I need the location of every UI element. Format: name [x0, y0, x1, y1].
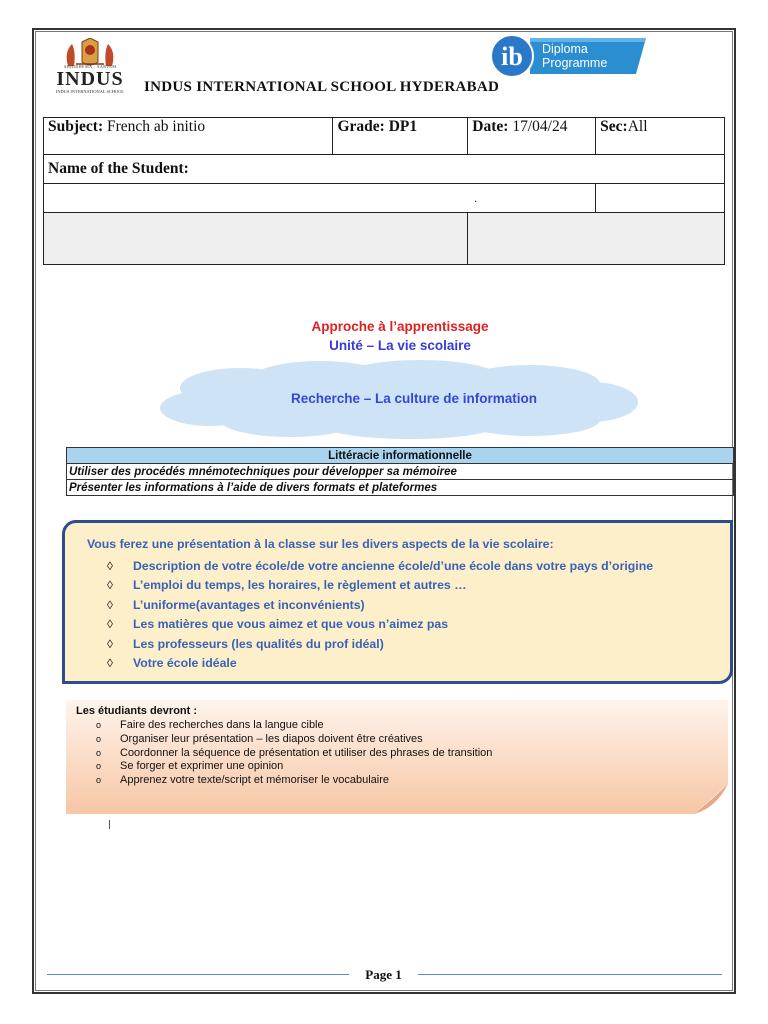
litteracie-row: Présenter les informations à l’aide de divers formats et plateformes: [67, 480, 734, 496]
indus-school-logo: [54, 38, 126, 94]
diamond-bullet-icon: ◊: [107, 655, 113, 670]
subject-value: French ab initio: [106, 118, 206, 135]
diamond-bullet-icon: ◊: [107, 597, 113, 612]
list-item: o Faire des recherches dans la langue cible: [96, 719, 324, 731]
blank-grey-cell-right[interactable]: [468, 213, 725, 265]
list-item: o Coordonner la séquence de présentation et utiliser des phrases de transition: [96, 746, 493, 759]
logo-subtitle: INDUS INTERNATIONAL SCHOOL: [55, 89, 125, 94]
logo-motto: ABHIDHEMA · SARVAM: [63, 64, 117, 69]
list-item: ◊ Description de votre école/de votre ancienne école/d’une école dans votre pays d’origine: [107, 557, 653, 576]
list-item: ◊ Les matières que vous aimez et que vous n’aimez pas: [107, 615, 653, 634]
litteracie-table: [66, 447, 734, 496]
list-item: o Organiser leur présentation – les diapos doivent être créatives: [96, 732, 423, 745]
students-title: Les étudiants devront :: [76, 705, 198, 717]
ib-diploma-programme-logo: [490, 34, 646, 78]
approche-heading: Approche à l’apprentissage: [311, 319, 489, 334]
student-name-field[interactable]: [44, 184, 596, 213]
circle-bullet-icon: o: [96, 733, 102, 744]
diamond-bullet-icon: ◊: [107, 578, 113, 593]
section-value: All: [627, 118, 648, 135]
footer-rule-right: [418, 974, 722, 975]
diamond-bullet-icon: ◊: [107, 559, 113, 573]
list-item: ◊ L’uniforme(avantages et inconvénients): [107, 596, 653, 615]
ib-letters: ib: [501, 42, 523, 71]
school-name: INDUS INTERNATIONAL SCHOOL HYDERABAD: [144, 79, 500, 95]
logo-name: INDUS: [56, 68, 124, 90]
list-item: ◊ Votre école idéale: [107, 654, 653, 673]
subject-cell: Subject: French ab initio: [44, 118, 333, 155]
text-cursor-mark: [109, 820, 110, 829]
ib-programme-text: Programme: [542, 56, 608, 70]
page-curl-corner: [694, 784, 728, 814]
date-value: 17/04/24: [512, 118, 568, 135]
unite-heading: Unité – La vie scolaire: [329, 338, 471, 353]
list-item: ◊ Les professeurs (les qualités du prof idéal): [107, 635, 653, 654]
diamond-bullet-icon: ◊: [107, 636, 113, 651]
page-number: Page 1: [365, 967, 402, 982]
circle-bullet-icon: o: [96, 775, 102, 786]
footer-rule-left: [47, 974, 349, 975]
grade-cell: Grade: DP1: [333, 118, 468, 155]
section-cell: Sec:All: [596, 118, 725, 155]
task-intro: Vous ferez une présentation à la classe sur les divers aspects de la vie scolaire:: [87, 537, 554, 551]
list-item: o Apprenez votre texte/script et mémoriser le vocabulaire: [96, 774, 390, 787]
litteracie-title: Littéracie informationnelle: [67, 448, 734, 464]
ib-diploma-text: Diploma: [542, 42, 588, 56]
blank-cell[interactable]: .: [596, 184, 725, 213]
list-item: ◊ L’emploi du temps, les horaires, le règlement et autres …: [107, 576, 653, 595]
task-list: [107, 557, 653, 673]
date-cell: Date: 17/04/24: [468, 118, 596, 155]
recherche-heading: Recherche – La culture de information: [290, 391, 538, 406]
blank-grey-cell-left[interactable]: [44, 213, 468, 265]
circle-bullet-icon: o: [96, 747, 102, 758]
students-list: [96, 719, 492, 788]
student-info-table: [43, 117, 725, 265]
students-requirements-box: [66, 700, 728, 814]
litteracie-row: Utiliser des procédés mnémotechniques pour développer sa mémoiree: [67, 464, 734, 480]
circle-bullet-icon: o: [96, 761, 102, 772]
student-name-label: Name of the Student:: [44, 155, 725, 184]
circle-bullet-icon: o: [96, 720, 102, 730]
presentation-task-box: [62, 520, 733, 684]
list-item: o Se forger et exprimer une opinion: [96, 760, 284, 773]
diamond-bullet-icon: ◊: [107, 617, 113, 632]
